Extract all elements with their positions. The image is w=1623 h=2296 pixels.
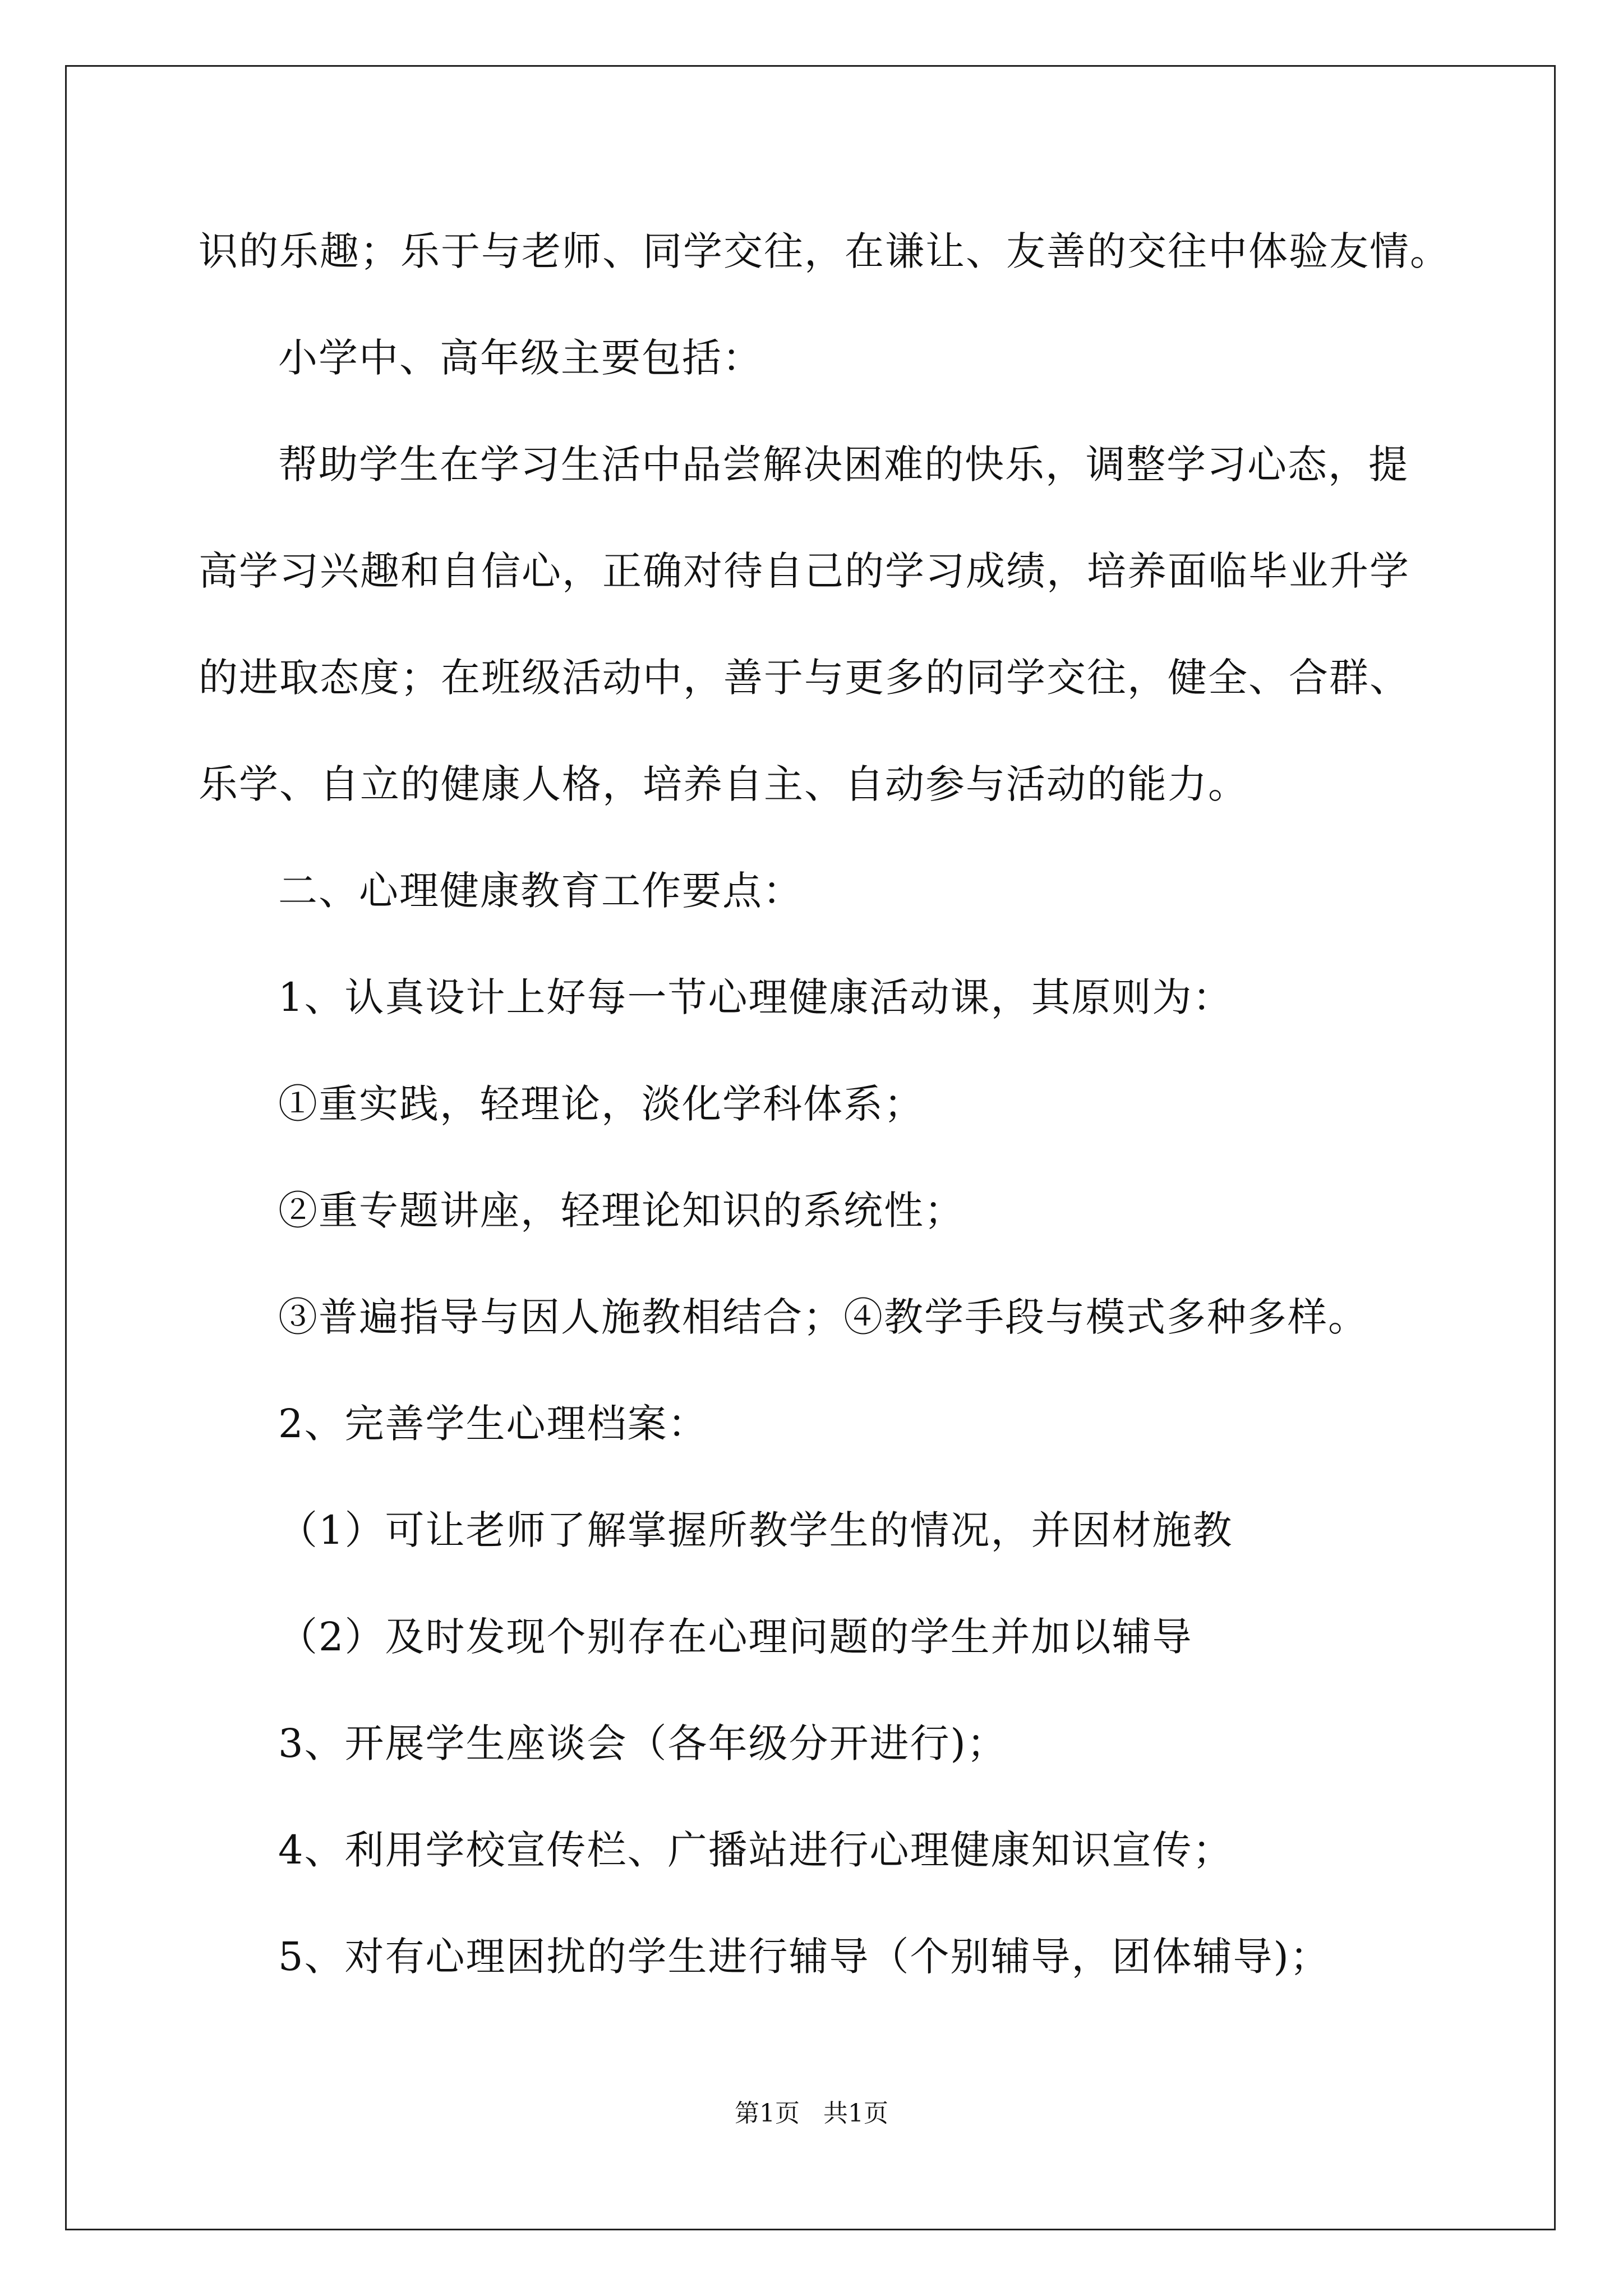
section-heading: 二、心理健康教育工作要点： bbox=[278, 868, 803, 914]
list-item: ②重专题讲座，轻理论知识的系统性； bbox=[278, 1188, 965, 1234]
page-border bbox=[65, 65, 1556, 2230]
list-item: （2）及时发现个别存在心理问题的学生并加以辅导 bbox=[278, 1614, 1193, 1660]
list-item: 3、开展学生座谈会（各年级分开进行)； bbox=[278, 1720, 1007, 1766]
paragraph-line: 的进取态度；在班级活动中，善于与更多的同学交往，健全、合群、 bbox=[199, 655, 1410, 701]
list-item: ③普遍指导与因人施教相结合；④教学手段与模式多种多样。 bbox=[278, 1294, 1368, 1340]
paragraph-line: 帮助学生在学习生活中品尝解决困难的快乐，调整学习心态，提 bbox=[278, 441, 1409, 487]
page-footer: 第1页 共1页 bbox=[735, 2099, 888, 2128]
list-item: 4、利用学校宣传栏、广播站进行心理健康知识宣传； bbox=[278, 1827, 1233, 1873]
list-item: 5、对有心理困扰的学生进行辅导（个别辅导，团体辅导)； bbox=[278, 1934, 1330, 1980]
paragraph-line: 小学中、高年级主要包括： bbox=[278, 335, 763, 381]
list-item: 2、完善学生心理档案： bbox=[278, 1401, 708, 1447]
paragraph-line: 乐学、自立的健康人格，培养自主、自动参与活动的能力。 bbox=[199, 761, 1248, 807]
list-item: （1）可让老师了解掌握所教学生的情况，并因材施教 bbox=[278, 1507, 1233, 1553]
list-item: ①重实践，轻理论，淡化学科体系； bbox=[278, 1081, 924, 1127]
paragraph-line: 高学习兴趣和自信心，正确对待自己的学习成绩，培养面临毕业升学 bbox=[199, 548, 1410, 594]
list-item: 1、认真设计上好每一节心理健康活动课，其原则为： bbox=[278, 974, 1233, 1020]
paragraph-line: 识的乐趣；乐于与老师、同学交往，在谦让、友善的交往中体验友情。 bbox=[199, 228, 1450, 274]
